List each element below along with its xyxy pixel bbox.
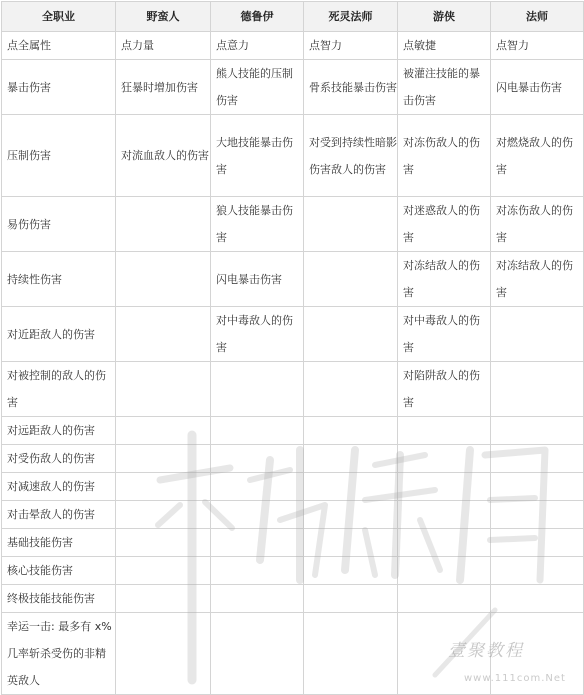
table-cell (211, 362, 304, 417)
table-cell: 点智力 (304, 32, 398, 60)
table-cell (398, 501, 491, 529)
table-cell (116, 585, 211, 613)
table-row (2, 473, 584, 501)
table-cell (211, 613, 304, 695)
table-cell (491, 445, 584, 473)
table-row (2, 115, 584, 197)
table-cell: 对冻结敌人的伤害 (398, 252, 491, 307)
table-cell (116, 501, 211, 529)
table-row (2, 60, 584, 115)
table-cell: 点敏捷 (398, 32, 491, 60)
table-row (2, 252, 584, 307)
table-cell (304, 557, 398, 585)
table-cell: 对远距敌人的伤害 (2, 417, 116, 445)
table-cell: 对受伤敌人的伤害 (2, 445, 116, 473)
table-cell (116, 473, 211, 501)
table-cell (211, 557, 304, 585)
table-cell: 熊人技能的压制伤害 (211, 60, 304, 115)
table-cell (116, 307, 211, 362)
table-cell (304, 252, 398, 307)
table-row (2, 197, 584, 252)
table-cell (491, 557, 584, 585)
table-cell: 对击晕敌人的伤害 (2, 501, 116, 529)
table-cell: 点意力 (211, 32, 304, 60)
table-cell: 大地技能暴击伤害 (211, 115, 304, 197)
table-cell: 幸运一击: 最多有 x%几率斩杀受伤的非精英敌人 (2, 613, 116, 695)
table-row (2, 307, 584, 362)
table-cell (491, 529, 584, 557)
table-cell: 基础技能伤害 (2, 529, 116, 557)
table-cell (491, 585, 584, 613)
table-cell (116, 362, 211, 417)
table-cell (398, 417, 491, 445)
table-cell (211, 501, 304, 529)
table-cell (398, 585, 491, 613)
table-cell: 狼人技能暴击伤害 (211, 197, 304, 252)
table-row (2, 557, 584, 585)
table-row (2, 445, 584, 473)
table-cell: 暴击伤害 (2, 60, 116, 115)
watermark-brand-text: 壹聚教程 (448, 641, 524, 661)
table-cell: 对中毒敌人的伤害 (211, 307, 304, 362)
table-cell: 对冻结敌人的伤害 (491, 252, 584, 307)
table-row (2, 501, 584, 529)
table-cell: 点力量 (116, 32, 211, 60)
table-cell: 对燃烧敌人的伤害 (491, 115, 584, 197)
table-row (2, 529, 584, 557)
table-cell (211, 585, 304, 613)
table-cell (398, 445, 491, 473)
table-cell (304, 307, 398, 362)
table-cell (398, 557, 491, 585)
table-cell: 易伤伤害 (2, 197, 116, 252)
table-cell: 对被控制的敌人的伤害 (2, 362, 116, 417)
table-cell (116, 197, 211, 252)
table-cell: 持续性伤害 (2, 252, 116, 307)
header-all-classes: 全职业 (2, 2, 116, 32)
table-cell (304, 417, 398, 445)
table-cell: 对减速敌人的伤害 (2, 473, 116, 501)
table-cell: 对冻伤敌人的伤害 (398, 115, 491, 197)
table-cell (211, 529, 304, 557)
table-cell (116, 613, 211, 695)
table-cell: 核心技能伤害 (2, 557, 116, 585)
table-cell: 压制伤害 (2, 115, 116, 197)
table-cell: 对迷惑敌人的伤害 (398, 197, 491, 252)
table-cell (211, 473, 304, 501)
table-cell (304, 197, 398, 252)
table-cell (304, 501, 398, 529)
header-rogue: 游侠 (398, 2, 491, 32)
table-cell (304, 362, 398, 417)
table-cell: 闪电暴击伤害 (211, 252, 304, 307)
table-cell: 点智力 (491, 32, 584, 60)
table-cell (304, 585, 398, 613)
table-cell (304, 473, 398, 501)
table-cell (491, 473, 584, 501)
table-cell (211, 445, 304, 473)
header-druid: 德鲁伊 (211, 2, 304, 32)
table-cell (491, 501, 584, 529)
table-cell: 对陷阱敌人的伤害 (398, 362, 491, 417)
table-cell (116, 445, 211, 473)
table-cell (304, 445, 398, 473)
table-cell: 对近距敌人的伤害 (2, 307, 116, 362)
table-cell (116, 252, 211, 307)
table-cell (398, 529, 491, 557)
header-row (2, 2, 584, 32)
header-sorcerer: 法师 (491, 2, 584, 32)
table-row (2, 362, 584, 417)
header-barbarian: 野蛮人 (116, 2, 211, 32)
table-row (2, 417, 584, 445)
stats-table (1, 1, 584, 695)
table-cell (398, 473, 491, 501)
table-cell: 闪电暴击伤害 (491, 60, 584, 115)
table-cell (304, 613, 398, 695)
table-cell (491, 417, 584, 445)
table-cell: 对中毒敌人的伤害 (398, 307, 491, 362)
header-necromancer: 死灵法师 (304, 2, 398, 32)
table-row (2, 585, 584, 613)
table-cell (304, 529, 398, 557)
table-cell: 被灌注技能的暴击伤害 (398, 60, 491, 115)
table-cell: 对受到持续性暗影伤害敌人的伤害 (304, 115, 398, 197)
table-row (2, 32, 584, 60)
table-cell (116, 529, 211, 557)
table-cell (211, 417, 304, 445)
watermark-url-text: www.111com.Net (464, 673, 566, 684)
table-cell: 对冻伤敌人的伤害 (491, 197, 584, 252)
table-cell (491, 307, 584, 362)
table-cell: 狂暴时增加伤害 (116, 60, 211, 115)
table-cell (116, 557, 211, 585)
table-cell: 对流血敌人的伤害 (116, 115, 211, 197)
table-cell (116, 417, 211, 445)
table-cell: 终极技能技能伤害 (2, 585, 116, 613)
table-cell: 骨系技能暴击伤害 (304, 60, 398, 115)
table-cell (491, 362, 584, 417)
table-cell: 点全属性 (2, 32, 116, 60)
